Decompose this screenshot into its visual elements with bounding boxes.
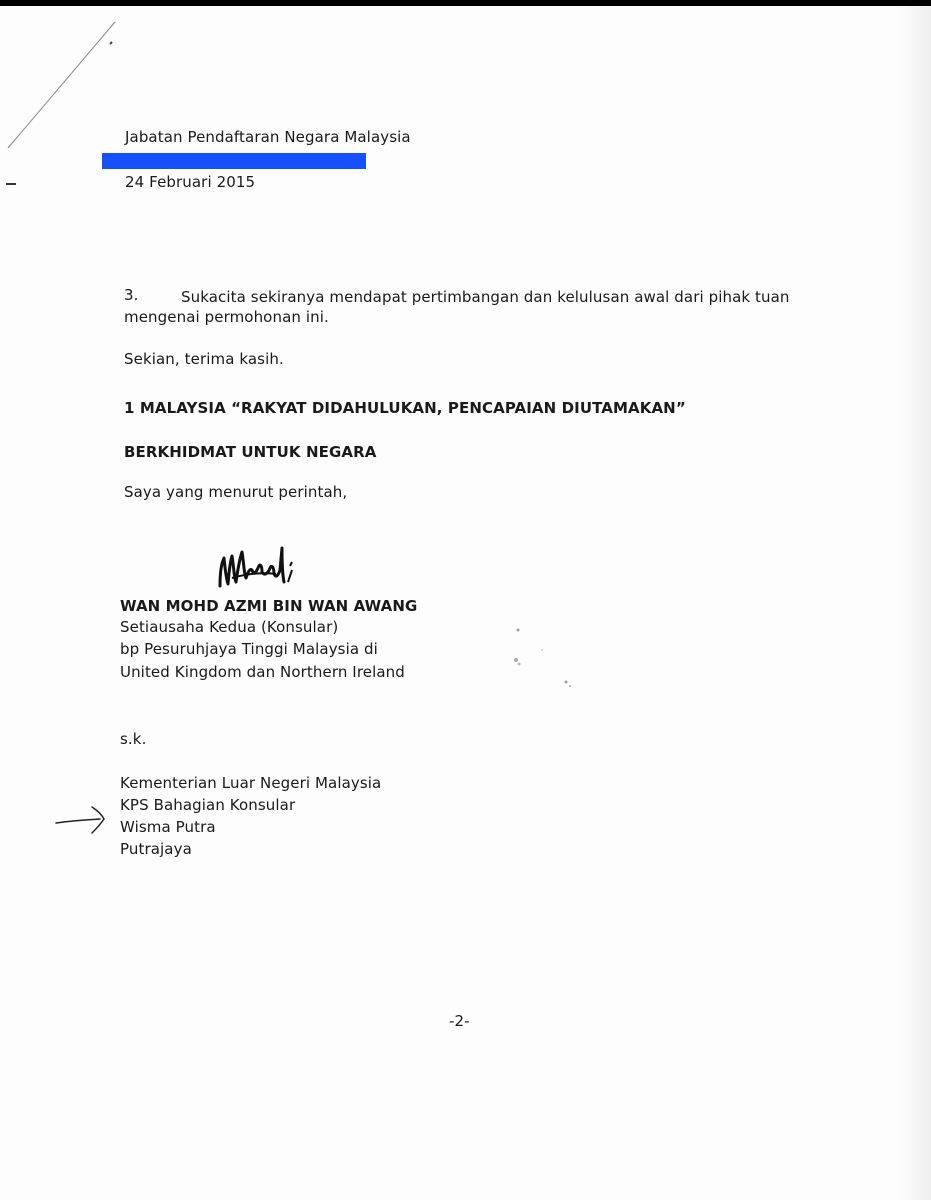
hand-drawn-arrow-icon	[54, 803, 110, 837]
scan-dash-mark	[6, 183, 16, 185]
signatory-name: WAN MOHD AZMI BIN WAN AWANG	[120, 597, 418, 615]
scan-right-shadow	[898, 0, 931, 1200]
motto-line: BERKHIDMAT UNTUK NEGARA	[124, 443, 377, 461]
cc-line-2: KPS Bahagian Konsular	[120, 796, 296, 814]
paragraph-3-line-2: mengenai permohonan ini.	[124, 308, 329, 326]
slogan-line: 1 MALAYSIA “RAKYAT DIDAHULUKAN, PENCAPAIAN DIUTAMAKAN”	[124, 399, 686, 417]
handwritten-signature	[212, 538, 302, 592]
page-number: -2-	[449, 1012, 470, 1030]
paragraph-3-line-1: Sukacita sekiranya mendapat pertimbangan dan kelulusan awal dari pihak tuan	[181, 288, 790, 306]
cc-line-4: Putrajaya	[120, 840, 192, 858]
paragraph-number: 3.	[124, 286, 139, 304]
scan-top-border	[0, 0, 931, 6]
signatory-line-2: bp Pesuruhjaya Tinggi Malaysia di	[120, 640, 378, 658]
signatory-line-3: United Kingdom dan Northern Ireland	[120, 663, 405, 681]
cc-label: s.k.	[120, 730, 147, 748]
redaction-bar	[102, 153, 366, 169]
signatory-title: Setiausaha Kedua (Konsular)	[120, 618, 339, 636]
cc-line-1: Kementerian Luar Negeri Malaysia	[120, 774, 382, 792]
recipient-line: Jabatan Pendaftaran Negara Malaysia	[125, 128, 411, 146]
closing-text: Sekian, terima kasih.	[124, 350, 284, 368]
sign-off: Saya yang menurut perintah,	[124, 483, 348, 501]
scan-speckles	[490, 620, 600, 700]
scan-stroke-mark	[0, 0, 140, 160]
letter-date: 24 Februari 2015	[125, 173, 256, 191]
cc-line-3: Wisma Putra	[120, 818, 216, 836]
